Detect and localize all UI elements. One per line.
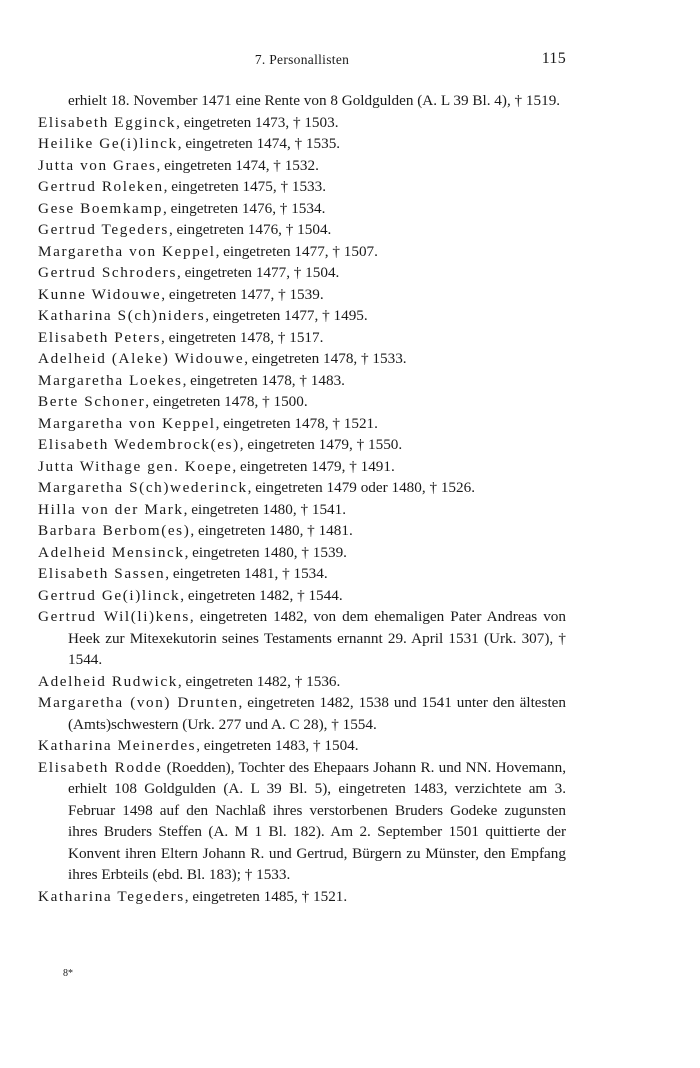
list-entry bbox=[38, 413, 566, 435]
signature-mark: 8* bbox=[63, 968, 73, 979]
person-name: Gertrud Schroders bbox=[38, 264, 177, 281]
entry-text: , eingetreten 1477, † 1495. bbox=[205, 307, 368, 324]
list-entry bbox=[38, 284, 566, 306]
list-entry bbox=[38, 585, 566, 607]
person-name: Katharina Tegeders bbox=[38, 887, 185, 905]
entry-text: , eingetreten 1476, † 1504. bbox=[168, 221, 332, 238]
list-entry bbox=[38, 671, 566, 693]
entry-text: , eingetreten 1474, † 1532. bbox=[156, 156, 319, 174]
person-name: Barbara Berbom(es) bbox=[38, 522, 191, 539]
entry-text: , eingetreten 1481, † 1534. bbox=[165, 565, 328, 582]
list-entry bbox=[38, 305, 566, 327]
entry-text: , eingetreten 1477, † 1539. bbox=[161, 285, 324, 303]
person-name: Adelheid (Aleke) Widouwe bbox=[38, 350, 245, 367]
person-name: Elisabeth Sassen bbox=[38, 565, 166, 582]
list-entry bbox=[38, 434, 566, 456]
entry-text: , eingetreten 1478, † 1500. bbox=[145, 393, 308, 410]
person-name: Katharina S(ch)niders bbox=[38, 307, 206, 324]
entry-text: , eingetreten 1475, † 1533. bbox=[163, 178, 327, 195]
entry-text: , eingetreten 1477, † 1504. bbox=[176, 264, 340, 281]
entry-text: , eingetreten 1480, † 1539. bbox=[184, 543, 347, 561]
person-name: Heilike Ge(i)linck bbox=[38, 135, 178, 152]
list-entry bbox=[38, 456, 566, 478]
person-name: Jutta Withage gen. Koepe bbox=[38, 457, 233, 475]
entry-text: , eingetreten 1485, † 1521. bbox=[184, 887, 348, 905]
person-name: Margaretha Loekes bbox=[38, 371, 183, 389]
entry-text: , eingetreten 1482, 1538 und 1541 unter den ältesten (Amts)schwestern (Urk. 277 und A. C 28), † 1554. bbox=[68, 694, 566, 733]
person-name: Gertrud Ge(i)linck bbox=[38, 586, 181, 604]
entry-text: , eingetreten 1478, † 1521. bbox=[215, 414, 378, 432]
entry-text: , eingetreten 1479, † 1550. bbox=[239, 436, 403, 453]
person-name: Margaretha von Keppel bbox=[38, 242, 216, 260]
entry-text: , eingetreten 1478, † 1533. bbox=[244, 350, 407, 367]
person-name: Elisabeth Wedembrock(es) bbox=[38, 436, 240, 453]
person-name: Elisabeth Rodde bbox=[38, 758, 163, 776]
entry-text: , eingetreten 1480, † 1481. bbox=[190, 522, 353, 539]
list-entry bbox=[38, 176, 566, 198]
chapter-title: 7. Personallisten bbox=[254, 52, 350, 67]
person-name: Margaretha von Keppel bbox=[38, 414, 216, 432]
list-entry bbox=[38, 520, 566, 542]
entry-text: , eingetreten 1477, † 1507. bbox=[215, 242, 378, 260]
person-name: Jutta von Graes bbox=[38, 156, 157, 174]
list-entry bbox=[38, 198, 566, 220]
person-name: Gertrud Wil(li)kens bbox=[38, 608, 190, 625]
list-entry bbox=[38, 219, 566, 241]
list-entry bbox=[38, 370, 566, 392]
entry-text: , eingetreten 1476, † 1534. bbox=[162, 199, 326, 217]
person-name: Adelheid Mensinck bbox=[38, 543, 185, 561]
entry-text: erhielt 18. November 1471 eine Rente von 8 Goldgulden (A. L 39 Bl. 4), † 1519. bbox=[68, 92, 561, 109]
list-entry bbox=[38, 391, 566, 413]
person-name: Elisabeth Egginck bbox=[38, 113, 177, 131]
list-entry bbox=[38, 327, 566, 349]
entry-text: , eingetreten 1478, † 1483. bbox=[182, 371, 345, 389]
entry-text: , eingetreten 1474, † 1535. bbox=[177, 135, 341, 152]
list-entry bbox=[38, 262, 566, 284]
list-entry bbox=[38, 112, 566, 134]
entry-text: , eingetreten 1479, † 1491. bbox=[232, 457, 395, 475]
person-name: Berte Schoner bbox=[38, 393, 146, 410]
entry-text: (Roedden), Tochter des Ehepaars Johann R. und NN. Hovemann, erhielt 108 Goldgulden (A. L 39 Bl. 5), eingetreten 1483, verzichtete am 3. Februar 1498 auf den Nachlaß ihres verstorbenen Bruders Godeke zugunsten ihres Bruders Steffen (A. M 1 Bl. 182). Am 2. September 1501 quittierte der Konvent ihren Eltern Johann R. und Gertrud, Bürgern zu Münster, den Empfang ihres Erbteils (ebd. Bl. 183); † 1533. bbox=[68, 758, 567, 883]
list-entry bbox=[38, 606, 566, 671]
list-entry bbox=[38, 348, 566, 370]
entry-text: , eingetreten 1482, † 1544. bbox=[180, 586, 343, 604]
entry-text: , eingetreten 1479 oder 1480, † 1526. bbox=[247, 479, 476, 496]
list-entry bbox=[38, 90, 566, 112]
page-number: 115 bbox=[541, 50, 566, 67]
list-entry bbox=[38, 757, 566, 886]
running-header bbox=[38, 52, 566, 72]
entry-text: , eingetreten 1482, von dem ehemaligen Pater Andreas von Heek zur Mitexekutorin seines Testaments ernannt 29. April 1531 (Urk. 307), † 1544. bbox=[68, 608, 566, 668]
person-name: Margaretha (von) Drunten bbox=[38, 694, 239, 711]
list-entry bbox=[38, 133, 566, 155]
person-name: Margaretha S(ch)wederinck bbox=[38, 479, 248, 496]
list-entry bbox=[38, 886, 566, 908]
list-entry bbox=[38, 563, 566, 585]
person-name: Adelheid Rudwick bbox=[38, 672, 178, 690]
person-name: Hilla von der Mark bbox=[38, 500, 184, 518]
list-entry bbox=[38, 542, 566, 564]
list-entry bbox=[38, 735, 566, 757]
person-name: Katharina Meinerdes bbox=[38, 737, 197, 754]
personnel-list bbox=[38, 90, 566, 907]
person-name: Kunne Widouwe bbox=[38, 285, 162, 303]
person-name: Gertrud Tegeders bbox=[38, 221, 169, 238]
person-name: Elisabeth Peters bbox=[38, 328, 162, 346]
list-entry bbox=[38, 477, 566, 499]
person-name: Gese Boemkamp bbox=[38, 199, 163, 217]
list-entry bbox=[38, 692, 566, 735]
entry-text: , eingetreten 1482, † 1536. bbox=[177, 672, 341, 690]
entry-text: , eingetreten 1478, † 1517. bbox=[161, 328, 324, 346]
entry-text: , eingetreten 1483, † 1504. bbox=[196, 737, 359, 754]
list-entry bbox=[38, 499, 566, 521]
list-entry bbox=[38, 155, 566, 177]
entry-text: , eingetreten 1473, † 1503. bbox=[176, 113, 339, 131]
person-name: Gertrud Roleken bbox=[38, 178, 164, 195]
entry-text: , eingetreten 1480, † 1541. bbox=[183, 500, 347, 518]
list-entry bbox=[38, 241, 566, 263]
